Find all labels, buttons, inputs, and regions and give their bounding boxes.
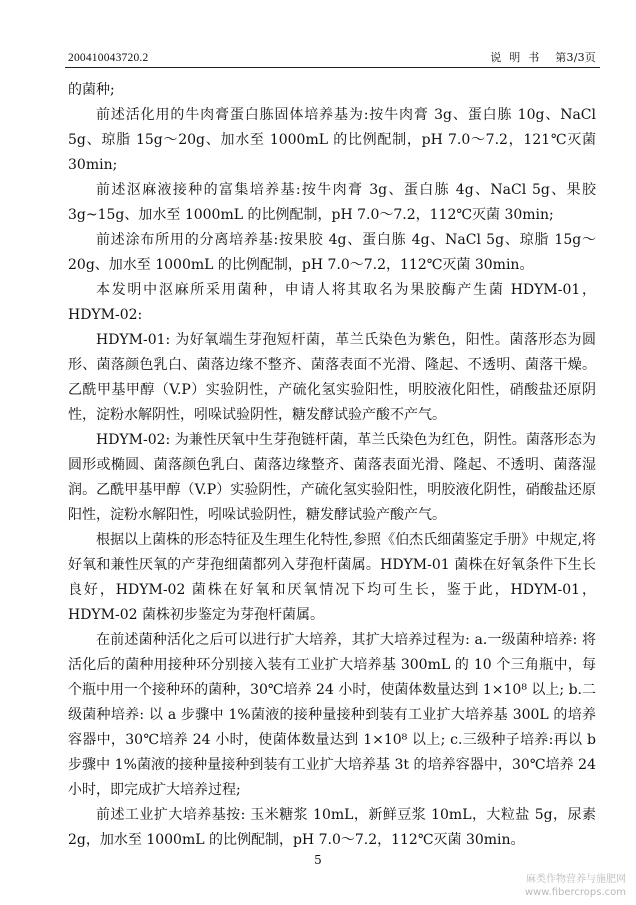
paragraph: 的菌种; xyxy=(68,82,115,98)
watermark-title: 麻类作物营养与施肥网 xyxy=(526,874,626,885)
document-type: 说明书 xyxy=(490,51,548,64)
paragraph: 根据以上菌株的形态特征及生理生化特性,参照《伯杰氏细菌鉴定手册》中规定,将好氧和兼性厌氧的产芽孢细菌都列入芽孢杆菌属。HDYM-01 菌株在好氧条件下生长良好，HDYM-02 菌株在好氧和厌氧情况下均可生长，鉴于此，HDYM-01，HDYM-02 菌株初步鉴定为芽孢杆菌属。 xyxy=(68,532,596,623)
paragraph: HDYM-02: 为兼性厌氧中生芽孢链杆菌，革兰氏染色为红色，阴性。菌落形态为圆形或椭圆、菌落颜色乳白、菌落边缘整齐、菌落表面光滑、隆起、不透明、菌落湿润。乙酰甲基甲醇（V.P）实验阴性，产硫化氢实验阳性，明胶液化阴性，硝酸盐还原阳性，淀粉水解阳性，吲哚试验阴性，糖发酵试验产酸产气。 xyxy=(68,432,596,523)
header-rule xyxy=(65,67,600,68)
paragraph: 前述沤麻液接种的富集培养基:按牛肉膏 3g、蛋白胨 4g、NaCl 5g、果胶 3g~15g、加水至 1000mL 的比例配制，pH 7.0～7.2，112℃灭菌 30min; xyxy=(68,182,596,223)
page-number: 5 xyxy=(314,853,322,867)
page-header xyxy=(68,49,596,65)
paragraph: 在前述菌种活化之后可以进行扩大培养，其扩大培养过程为: a.一级菌种培养: 将活化后的菌种用接种环分别接入装有工业扩大培养基 300mL 的 10 个三角瓶中，每个瓶中用一个接种环的菌种，30℃培养 24 小时，使菌体数量达到 1×10⁸ 以上; b.二级菌种培养: 以 a 步骤中 1%菌液的接种量接种到装有工业扩大培养基 300L 的培养容器中，30℃培养 24 小时，使菌体数量达到 1×10⁸ 以上; c.三级种子培养:再以 b 步骤中 1%菌液的接种量接种到装有工业扩大培养基 3t 的培养容器中，30℃培养 24 小时，即完成扩大培养过程; xyxy=(68,632,596,798)
paragraph: HDYM-01: 为好氧端生芽孢短杆菌，革兰氏染色为紫色，阳性。菌落形态为圆形、菌落颜色乳白、菌落边缘不整齐、菌落表面不光滑、隆起、不透明、菌落干燥。乙酰甲基甲醇（V.P）实验阴性，产硫化氢实验阳性，明胶液化阳性，硝酸盐还原阴性，淀粉水解阴性，吲哚试验阴性，糖发酵试验产酸不产气。 xyxy=(68,332,596,423)
paragraph: 前述工业扩大培养基按: 玉米糖浆 10mL，新鲜豆浆 10mL，大粒盐 5g，尿素 2g，加水至 1000mL 的比例配制，pH 7.0～7.2，112℃灭菌 30min。 xyxy=(68,807,596,848)
patent-number: 200410043720.2 xyxy=(68,52,149,64)
header-right xyxy=(490,49,596,65)
paragraph: 本发明中沤麻所采用菌种，申请人将其取名为果胶酶产生菌 HDYM-01，HDYM-02: xyxy=(68,282,596,323)
watermark xyxy=(525,873,626,899)
watermark-url: www.fibercrops.com xyxy=(524,887,626,898)
paragraph: 前述涂布所用的分离培养基:按果胶 4g、蛋白胨 4g、NaCl 5g、琼脂 15g～20g、加水至 1000mL 的比例配制，pH 7.0～7.2，112℃灭菌 30min。 xyxy=(68,232,596,273)
body-text xyxy=(68,78,596,853)
paragraph: 前述活化用的牛肉膏蛋白胨固体培养基为:按牛肉膏 3g、蛋白胨 10g、NaCl 5g、琼脂 15g～20g、加水至 1000mL 的比例配制，pH 7.0～7.2，121℃灭菌 30min; xyxy=(68,107,596,173)
page-of-label: 第3/3页 xyxy=(555,51,596,64)
